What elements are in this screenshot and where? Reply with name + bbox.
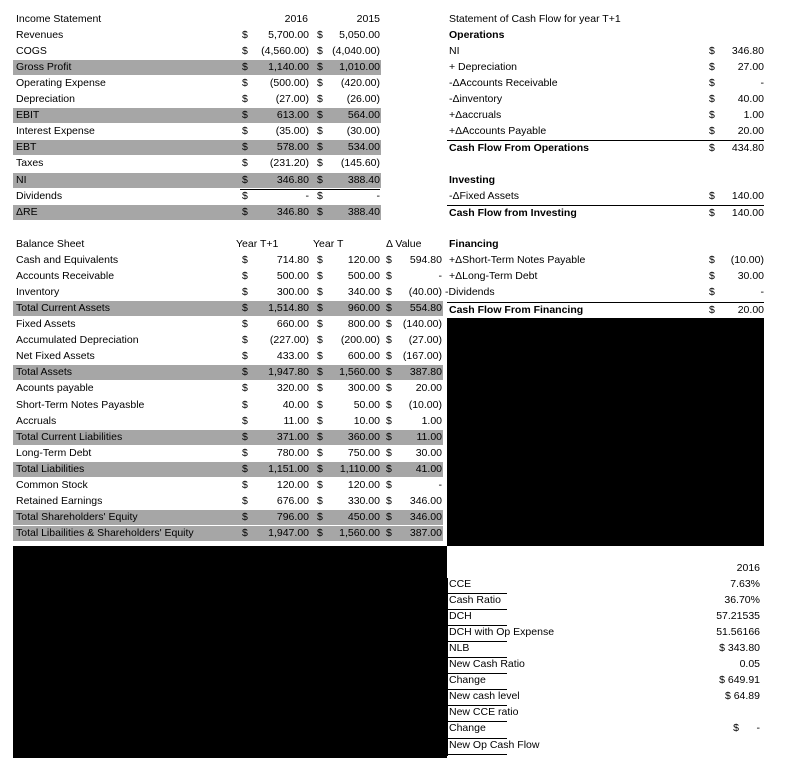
currency-symbol: $ — [317, 29, 323, 42]
cashflow-row-label: + Depreciation — [449, 61, 517, 74]
financing-header: Financing — [449, 238, 499, 250]
balance-row-value-delta: - — [438, 478, 442, 491]
balance-row-value-t1: 320.00 — [276, 382, 309, 395]
income-row-value-2015: 1,010.00 — [339, 61, 380, 74]
currency-symbol: $ — [242, 205, 248, 218]
balance-row-label: Total Current Assets — [16, 302, 110, 315]
cashflow-row-value: - — [760, 77, 764, 90]
ratio-row-label: New CCE ratio — [449, 706, 519, 719]
balance-row-label: Cash and Equivalents — [16, 254, 119, 267]
currency-symbol: $ — [386, 478, 392, 491]
ratio-row-value: $ - — [733, 722, 760, 735]
balance-row-value-t: 10.00 — [353, 414, 380, 427]
ratio-row-label: DCH with Op Expense — [449, 626, 555, 639]
balance-row-label: Accruals — [16, 414, 57, 427]
currency-symbol: $ — [317, 141, 323, 154]
balance-row-value-t: 500.00 — [347, 270, 380, 283]
ratio-row-value: 51.56166 — [716, 626, 760, 639]
cashflow-row-label: -ΔAccounts Receivable — [449, 77, 558, 90]
redacted-block-right — [447, 318, 764, 546]
cashflow-row-value: 346.80 — [731, 45, 764, 57]
currency-symbol: $ — [317, 302, 323, 315]
income-row-value-2016: 346.80 — [276, 173, 309, 186]
ratio-row-label: New cash level — [449, 690, 520, 703]
currency-symbol: $ — [242, 446, 248, 459]
currency-symbol: $ — [317, 93, 323, 106]
currency-symbol: $ — [709, 125, 715, 138]
balance-row-label: Inventory — [16, 286, 60, 299]
cashflow-row-value: (10.00) — [730, 254, 764, 266]
income-row-label: Interest Expense — [16, 125, 95, 138]
balance-row-value-t1: 1,947.00 — [268, 526, 309, 539]
balance-row-value-t1: 676.00 — [276, 494, 309, 507]
ratio-row-label: Cash Ratio — [449, 594, 501, 607]
currency-symbol: $ — [242, 414, 248, 427]
currency-symbol: $ — [709, 45, 715, 57]
balance-row-value-t: 300.00 — [347, 382, 380, 395]
operations-total-value: 434.80 — [731, 142, 764, 154]
ratio-row-label: New Op Cash Flow — [449, 738, 540, 751]
balance-row-value-t1: 796.00 — [276, 510, 309, 523]
balance-row-label: Fixed Assets — [16, 318, 76, 331]
balance-row-value-t: 960.00 — [347, 302, 380, 315]
income-row-value-2015: - — [376, 189, 380, 202]
currency-symbol: $ — [317, 334, 323, 347]
currency-symbol: $ — [242, 302, 248, 315]
financing-total-value: 20.00 — [737, 304, 764, 316]
financing-total-label: Cash Flow From Financing — [449, 304, 584, 316]
currency-symbol: $ — [709, 77, 715, 90]
ratios-left-border — [447, 578, 448, 756]
balance-row-value-t1: 1,151.00 — [268, 462, 309, 475]
income-row-value-2016: - — [305, 189, 309, 202]
currency-symbol: $ — [242, 173, 248, 186]
ratios-year: 2016 — [736, 562, 760, 574]
currency-symbol: $ — [709, 142, 715, 154]
currency-symbol: $ — [709, 304, 715, 316]
balance-row-value-delta: (40.00) — [408, 286, 442, 299]
balance-row-value-delta: - — [438, 270, 442, 283]
currency-symbol: $ — [242, 61, 248, 74]
balance-row-label: Common Stock — [16, 478, 88, 491]
balance-row-value-t1: 300.00 — [276, 286, 309, 299]
currency-symbol: $ — [242, 141, 248, 154]
currency-symbol: $ — [242, 77, 248, 90]
cashflow-title: Statement of Cash Flow for year T+1 — [449, 13, 621, 25]
balance-row-value-t1: 11.00 — [283, 414, 309, 427]
balance-row-value-t: 360.00 — [347, 430, 380, 443]
balance-row-label: Total Shareholders' Equity — [16, 510, 138, 523]
income-row-label: Depreciation — [16, 93, 75, 106]
currency-symbol: $ — [709, 190, 715, 202]
income-row-label: Operating Expense — [16, 77, 106, 90]
investing-total-line — [447, 205, 764, 206]
investing-total-value: 140.00 — [731, 207, 764, 219]
balance-row-value-delta: (140.00) — [402, 318, 442, 331]
income-row-value-2015: (145.60) — [340, 157, 380, 170]
currency-symbol: $ — [709, 109, 715, 122]
currency-symbol: $ — [386, 302, 392, 315]
currency-symbol: $ — [386, 494, 392, 507]
currency-symbol: $ — [317, 526, 323, 539]
balance-row-value-delta: 41.00 — [415, 462, 442, 475]
currency-symbol: $ — [317, 173, 323, 186]
income-row-label: EBT — [16, 141, 37, 154]
cashflow-row-value: 30.00 — [737, 270, 764, 283]
currency-symbol: $ — [317, 510, 323, 523]
currency-symbol: $ — [317, 109, 323, 122]
income-row-value-2016: (4,560.00) — [261, 45, 309, 58]
currency-symbol: $ — [386, 270, 392, 283]
cashflow-row-label: -Dividends — [445, 286, 495, 299]
currency-symbol: $ — [242, 350, 248, 363]
balance-col-year-t: Year T — [313, 238, 344, 250]
currency-symbol: $ — [242, 494, 248, 507]
balance-row-value-delta: (10.00) — [408, 398, 442, 411]
ratio-row-label: NLB — [449, 642, 470, 655]
income-row-value-2016: 1,140.00 — [268, 61, 309, 74]
currency-symbol: $ — [242, 286, 248, 299]
redacted-block-bottom-left — [13, 546, 447, 758]
currency-symbol: $ — [317, 430, 323, 443]
income-row-value-2016: (500.00) — [269, 77, 309, 90]
currency-symbol: $ — [242, 430, 248, 443]
income-row-value-2016: 346.80 — [276, 205, 309, 218]
currency-symbol: $ — [317, 366, 323, 379]
currency-symbol: $ — [242, 125, 248, 138]
balance-row-value-t1: 780.00 — [276, 446, 309, 459]
income-row-label: NI — [16, 173, 27, 186]
income-title: Income Statement — [16, 13, 102, 25]
currency-symbol: $ — [317, 446, 323, 459]
balance-row-value-delta: 1.00 — [421, 414, 442, 427]
currency-symbol: $ — [386, 398, 392, 411]
ratio-row-label: DCH — [449, 610, 472, 623]
balance-col-delta: Δ Value — [386, 238, 422, 250]
balance-row-label: Total Liabilities — [16, 462, 85, 475]
currency-symbol: $ — [386, 382, 392, 395]
operations-total-line — [447, 140, 764, 141]
balance-row-value-delta: 20.00 — [415, 382, 442, 395]
currency-symbol: $ — [386, 462, 392, 475]
balance-row-value-delta: 554.80 — [409, 302, 442, 315]
income-row-label: EBIT — [16, 109, 40, 122]
financing-total-line — [447, 302, 764, 303]
operations-total-label: Cash Flow From Operations — [449, 142, 590, 154]
income-row-value-2016: (231.20) — [269, 157, 309, 170]
ratio-row-label: New Cash Ratio — [449, 658, 525, 671]
balance-row-value-t: 800.00 — [347, 318, 380, 331]
currency-symbol: $ — [386, 366, 392, 379]
currency-symbol: $ — [242, 462, 248, 475]
cashflow-row-value: 1.00 — [743, 109, 764, 122]
currency-symbol: $ — [386, 254, 392, 267]
ratio-row-label: CCE — [449, 578, 472, 590]
cashflow-row-label: +ΔLong-Term Debt — [449, 270, 538, 283]
cashflow-row-label: -ΔFixed Assets — [449, 190, 520, 202]
investing-header: Investing — [449, 174, 496, 186]
ratio-row-value: $ 649.91 — [719, 674, 760, 687]
currency-symbol: $ — [317, 254, 323, 267]
currency-symbol: $ — [709, 286, 715, 299]
currency-symbol: $ — [242, 45, 248, 58]
balance-row-value-t: 750.00 — [347, 446, 380, 459]
currency-symbol: $ — [709, 270, 715, 283]
currency-symbol: $ — [709, 254, 715, 266]
balance-row-value-t: 120.00 — [347, 478, 380, 491]
currency-symbol: $ — [317, 157, 323, 170]
balance-row-label: Total Libailities & Shareholders' Equity — [16, 526, 194, 539]
ratio-row-divider — [447, 754, 507, 755]
currency-symbol: $ — [386, 334, 392, 347]
income-row-value-2015: 534.00 — [347, 141, 380, 154]
currency-symbol: $ — [242, 189, 248, 202]
balance-row-value-delta: 594.80 — [409, 254, 442, 267]
income-row-label: Gross Profit — [16, 61, 72, 74]
currency-symbol: $ — [386, 318, 392, 331]
balance-row-value-t: 1,110.00 — [339, 462, 380, 475]
currency-symbol: $ — [317, 398, 323, 411]
balance-row-value-t: 50.00 — [353, 398, 380, 411]
ratio-row-value: $ 343.80 — [719, 642, 760, 655]
currency-symbol: $ — [242, 334, 248, 347]
currency-symbol: $ — [386, 286, 392, 299]
balance-row-value-t1: 1,947.80 — [268, 366, 309, 379]
income-row-value-2015: (26.00) — [346, 93, 380, 106]
cashflow-row-value: 20.00 — [737, 125, 764, 138]
currency-symbol: $ — [317, 382, 323, 395]
currency-symbol: $ — [317, 414, 323, 427]
income-row-value-2015: 388.40 — [347, 205, 380, 218]
cashflow-row-label: -Δinventory — [449, 93, 503, 106]
currency-symbol: $ — [242, 109, 248, 122]
currency-symbol: $ — [709, 207, 715, 219]
balance-row-label: Accounts Receivable — [16, 270, 115, 283]
currency-symbol: $ — [242, 254, 248, 267]
cashflow-row-label: +Δaccruals — [449, 109, 502, 122]
cashflow-row-value: 40.00 — [737, 93, 764, 106]
cashflow-row-value: 27.00 — [737, 61, 764, 74]
balance-row-label: Retained Earnings — [16, 494, 103, 507]
balance-row-value-t1: 660.00 — [276, 318, 309, 331]
income-row-label: COGS — [16, 45, 47, 58]
income-row-label: Taxes — [16, 157, 44, 170]
income-row-value-2015: 564.00 — [347, 109, 380, 122]
currency-symbol: $ — [242, 29, 248, 42]
income-row-value-2015: (4,040.00) — [332, 45, 380, 58]
ratio-row-value: 7.63% — [730, 578, 760, 590]
balance-row-value-delta: 346.00 — [409, 494, 442, 507]
balance-row-value-t: 330.00 — [347, 494, 380, 507]
currency-symbol: $ — [386, 430, 392, 443]
balance-row-label: Total Current Liabilities — [16, 430, 123, 443]
balance-row-value-t1: 1,514.80 — [268, 302, 309, 315]
balance-row-value-t1: 371.00 — [276, 430, 309, 443]
currency-symbol: $ — [242, 157, 248, 170]
ratio-row-value: 0.05 — [739, 658, 760, 671]
balance-row-label: Accumulated Depreciation — [16, 334, 139, 347]
currency-symbol: $ — [242, 318, 248, 331]
income-underline — [240, 189, 380, 190]
currency-symbol: $ — [317, 478, 323, 491]
currency-symbol: $ — [317, 189, 323, 202]
balance-row-value-t1: 40.00 — [282, 398, 309, 411]
balance-row-value-t: 120.00 — [347, 254, 380, 267]
ratio-row-value: 36.70% — [724, 594, 760, 607]
balance-row-value-t: (200.00) — [340, 334, 380, 347]
currency-symbol: $ — [386, 446, 392, 459]
currency-symbol: $ — [242, 93, 248, 106]
currency-symbol: $ — [709, 61, 715, 74]
ratio-row-value: $ 64.89 — [724, 690, 760, 703]
balance-row-label: Long-Term Debt — [16, 446, 92, 459]
balance-row-value-t1: (227.00) — [269, 334, 309, 347]
income-year-2015: 2015 — [356, 13, 380, 25]
income-row-value-2015: (420.00) — [340, 77, 380, 90]
balance-row-value-t: 1,560.00 — [339, 366, 380, 379]
currency-symbol: $ — [317, 350, 323, 363]
cashflow-row-label: NI — [449, 45, 460, 57]
currency-symbol: $ — [242, 382, 248, 395]
ratio-row-label: Change — [449, 722, 486, 735]
currency-symbol: $ — [317, 77, 323, 90]
income-row-label: Dividends — [16, 189, 63, 202]
income-row-value-2015: 5,050.00 — [339, 29, 380, 42]
cashflow-row-value: 140.00 — [731, 190, 764, 202]
balance-row-value-t1: 433.00 — [276, 350, 309, 363]
currency-symbol: $ — [317, 45, 323, 58]
balance-row-value-t: 600.00 — [347, 350, 380, 363]
currency-symbol: $ — [386, 350, 392, 363]
currency-symbol: $ — [709, 93, 715, 106]
currency-symbol: $ — [317, 494, 323, 507]
currency-symbol: $ — [386, 510, 392, 523]
currency-symbol: $ — [317, 462, 323, 475]
balance-row-value-delta: 11.00 — [416, 430, 442, 443]
currency-symbol: $ — [242, 366, 248, 379]
currency-symbol: $ — [386, 414, 392, 427]
cashflow-row-label: +ΔShort-Term Notes Payable — [449, 254, 586, 266]
currency-symbol: $ — [242, 510, 248, 523]
ratio-row-value: 57.21535 — [716, 610, 760, 623]
balance-row-value-t: 340.00 — [347, 286, 380, 299]
currency-symbol: $ — [242, 478, 248, 491]
balance-row-value-delta: (27.00) — [408, 334, 442, 347]
balance-row-label: Total Assets — [16, 366, 73, 379]
currency-symbol: $ — [317, 286, 323, 299]
income-year-2016: 2016 — [284, 13, 308, 25]
currency-symbol: $ — [317, 270, 323, 283]
balance-row-value-t: 1,560.00 — [339, 526, 380, 539]
income-row-value-2016: 5,700.00 — [268, 29, 309, 42]
cashflow-row-label: +ΔAccounts Payable — [449, 125, 547, 138]
balance-row-value-delta: 387.80 — [409, 366, 442, 379]
currency-symbol: $ — [386, 526, 392, 539]
currency-symbol: $ — [242, 398, 248, 411]
balance-row-value-t1: 120.00 — [276, 478, 309, 491]
balance-row-value-delta: (167.00) — [402, 350, 442, 363]
income-row-value-2016: (27.00) — [275, 93, 309, 106]
income-row-label: ΔRE — [16, 205, 38, 218]
balance-row-label: Net Fixed Assets — [16, 350, 95, 363]
income-row-value-2016: (35.00) — [275, 125, 309, 138]
balance-row-label: Acounts payable — [16, 382, 94, 395]
currency-symbol: $ — [317, 205, 323, 218]
income-row-value-2016: 613.00 — [276, 109, 309, 122]
ratio-row-label: Change — [449, 674, 486, 687]
currency-symbol: $ — [317, 318, 323, 331]
operations-header: Operations — [449, 29, 505, 41]
balance-title: Balance Sheet — [16, 238, 85, 250]
balance-row-value-t: 450.00 — [347, 510, 380, 523]
investing-total-label: Cash Flow from Investing — [449, 207, 577, 219]
cashflow-row-value: - — [760, 286, 764, 299]
currency-symbol: $ — [242, 526, 248, 539]
balance-row-label: Short-Term Notes Payasble — [16, 398, 145, 411]
balance-row-value-delta: 387.00 — [409, 526, 442, 539]
balance-row-value-t1: 500.00 — [276, 270, 309, 283]
balance-row-value-delta: 346.00 — [409, 510, 442, 523]
currency-symbol: $ — [317, 125, 323, 138]
currency-symbol: $ — [242, 270, 248, 283]
income-row-value-2016: 578.00 — [276, 141, 309, 154]
balance-row-value-delta: 30.00 — [415, 446, 442, 459]
income-row-label: Revenues — [16, 29, 64, 42]
balance-row-value-t1: 714.80 — [276, 254, 309, 267]
income-row-value-2015: 388.40 — [347, 173, 380, 186]
currency-symbol: $ — [317, 61, 323, 74]
financing-bottom-line — [447, 318, 764, 319]
income-row-value-2015: (30.00) — [346, 125, 380, 138]
balance-col-year-t1: Year T+1 — [236, 238, 279, 250]
